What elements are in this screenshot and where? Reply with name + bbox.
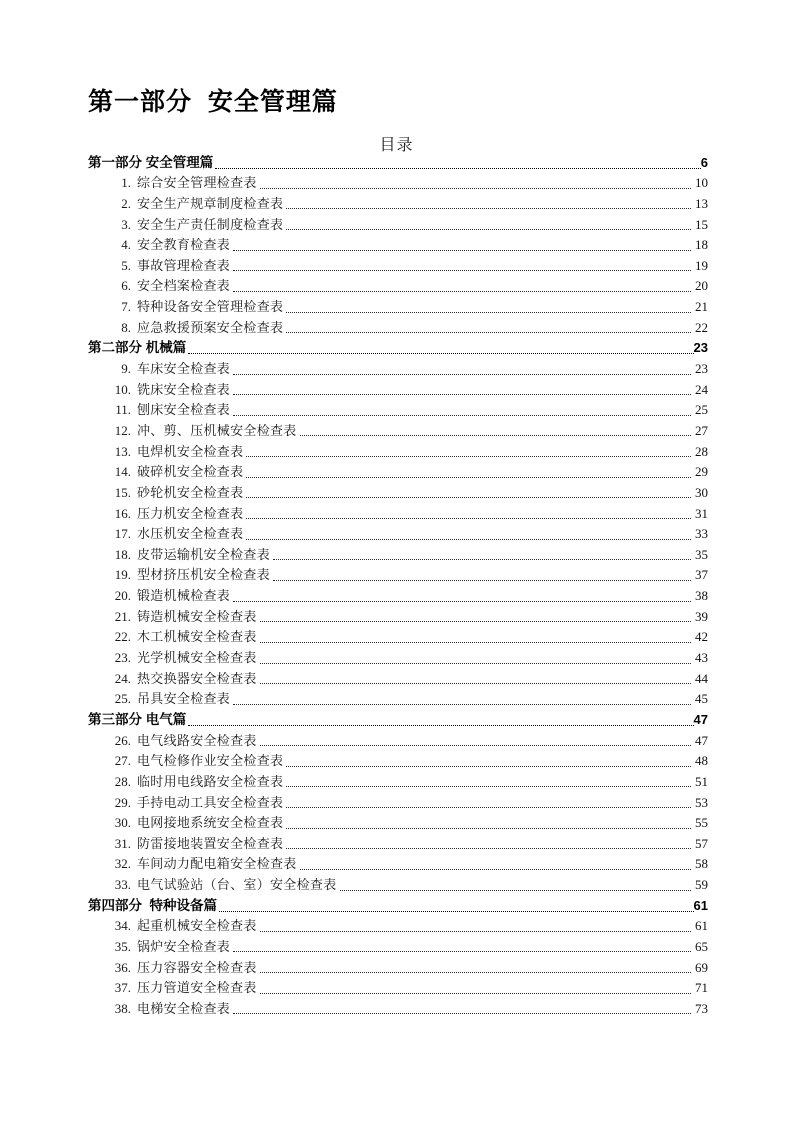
toc-entry-label: 车床安全检查表: [137, 361, 231, 377]
toc-page-number: 38: [695, 588, 708, 604]
dotted-leader: [246, 456, 691, 457]
toc-page-number: 48: [695, 753, 708, 769]
toc-item-row[interactable]: [88, 873, 708, 894]
toc-entry-label: 起重机械安全检查表: [137, 918, 257, 934]
toc-entry-number: 20.: [114, 588, 131, 604]
toc-item-row[interactable]: [88, 254, 708, 275]
toc-item-row[interactable]: [88, 667, 708, 688]
toc-page-number: 22: [695, 319, 708, 335]
dotted-leader: [286, 807, 691, 808]
toc-entry-number: 12.: [114, 422, 131, 438]
toc-page-number: 44: [695, 670, 708, 686]
toc-entry-label: 光学机械安全检查表: [137, 650, 257, 666]
dotted-leader: [340, 890, 691, 891]
toc-entry-label: 铣床安全检查表: [137, 381, 231, 397]
toc-item-row[interactable]: [88, 935, 708, 956]
toc-page-number: 59: [695, 877, 708, 893]
toc-entry-number: 7.: [121, 299, 131, 315]
dotted-leader: [215, 168, 701, 169]
toc-item-row[interactable]: [88, 316, 708, 337]
toc-page-number: 47: [693, 711, 708, 727]
toc-entry-label: 水压机安全检查表: [137, 526, 244, 542]
dotted-leader: [246, 518, 691, 519]
toc-item-row[interactable]: [88, 791, 708, 812]
toc-item-row[interactable]: [88, 584, 708, 605]
toc-entry-label: 砂轮机安全检查表: [137, 484, 244, 500]
dotted-leader: [286, 848, 691, 849]
dotted-leader: [286, 766, 691, 767]
toc-entry-number: 26.: [114, 732, 131, 748]
toc-entry-number: 18.: [114, 546, 131, 562]
toc-page-number: 33: [695, 526, 708, 542]
toc-page-number: 51: [695, 773, 708, 789]
dotted-leader: [246, 539, 691, 540]
dotted-leader: [188, 725, 693, 726]
toc-item-row[interactable]: [88, 770, 708, 791]
toc-entry-number: 14.: [114, 464, 131, 480]
toc-page-number: 28: [695, 443, 708, 459]
toc-page-number: 13: [695, 195, 708, 211]
toc-entry-label: 防雷接地装置安全检查表: [137, 835, 284, 851]
toc-page-number: 29: [695, 464, 708, 480]
toc-entry-label: 电焊机安全检查表: [137, 443, 244, 459]
toc-item-row[interactable]: [88, 605, 708, 626]
toc-page-number: 58: [695, 856, 708, 872]
toc-page-number: 27: [695, 422, 708, 438]
toc-entry-label: 安全生产规章制度检查表: [137, 195, 284, 211]
toc-entry-label: 特种设备安全管理检查表: [137, 299, 284, 315]
toc-item-row[interactable]: [88, 915, 708, 936]
dotted-leader: [246, 477, 691, 478]
toc-item-row[interactable]: [88, 977, 708, 998]
toc-entry-label: 第三部分 电气篇: [88, 711, 187, 727]
dotted-leader: [286, 208, 691, 209]
toc-page-number: 19: [695, 257, 708, 273]
dotted-leader: [300, 435, 691, 436]
dotted-leader: [286, 786, 691, 787]
toc-entry-label: 安全生产责任制度检查表: [137, 216, 284, 232]
toc-item-row[interactable]: [88, 523, 708, 544]
toc-item-row[interactable]: [88, 192, 708, 213]
toc-entry-number: 23.: [114, 650, 131, 666]
toc-entry-number: 34.: [114, 918, 131, 934]
toc-page-number: 65: [695, 938, 708, 954]
toc-entry-number: 16.: [114, 505, 131, 521]
dotted-leader: [286, 828, 691, 829]
toc-item-row[interactable]: [88, 502, 708, 523]
toc-entry-number: 10.: [114, 381, 131, 397]
toc-entry-number: 5.: [121, 257, 131, 273]
toc-list: [88, 151, 708, 1018]
toc-item-row[interactable]: [88, 832, 708, 853]
dotted-leader: [233, 1013, 691, 1014]
toc-entry-label: 第四部分 特种设备篇: [88, 897, 218, 913]
toc-section-row[interactable]: [88, 708, 708, 729]
toc-page-number: 15: [695, 216, 708, 232]
toc-page-number: 61: [693, 897, 708, 913]
toc-entry-number: 32.: [114, 856, 131, 872]
toc-entry-label: 综合安全管理检查表: [137, 175, 257, 191]
toc-entry-label: 应急救援预案安全检查表: [137, 319, 284, 335]
toc-entry-label: 锻造机械检查表: [137, 588, 231, 604]
dotted-leader: [233, 270, 691, 271]
toc-page-number: 57: [695, 835, 708, 851]
toc-entry-label: 第一部分 安全管理篇: [88, 154, 214, 170]
toc-entry-label: 吊具安全检查表: [137, 691, 231, 707]
toc-item-row[interactable]: [88, 481, 708, 502]
toc-entry-number: 29.: [114, 794, 131, 810]
toc-item-row[interactable]: [88, 399, 708, 420]
toc-entry-label: 压力容器安全检查表: [137, 959, 257, 975]
toc-entry-number: 3.: [121, 216, 131, 232]
toc-entry-number: 38.: [114, 1000, 131, 1016]
toc-page-number: 39: [695, 608, 708, 624]
toc-item-row[interactable]: [88, 213, 708, 234]
toc-entry-label: 刨床安全检查表: [137, 402, 231, 418]
toc-page-number: 10: [695, 175, 708, 191]
toc-entry-label: 电网接地系统安全检查表: [137, 815, 284, 831]
toc-page-number: 25: [695, 402, 708, 418]
toc-entry-number: 9.: [121, 361, 131, 377]
toc-entry-number: 31.: [114, 835, 131, 851]
toc-entry-number: 25.: [114, 691, 131, 707]
toc-item-row[interactable]: [88, 461, 708, 482]
toc-entry-label: 车间动力配电箱安全检查表: [137, 856, 297, 872]
toc-page-number: 53: [695, 794, 708, 810]
toc-entry-label: 电气试验站（台、室）安全检查表: [137, 877, 337, 893]
toc-item-row[interactable]: [88, 646, 708, 667]
dotted-leader: [233, 601, 691, 602]
toc-entry-number: 30.: [114, 815, 131, 831]
toc-item-row[interactable]: [88, 419, 708, 440]
toc-page-number: 6: [700, 154, 708, 170]
toc-entry-label: 事故管理检查表: [137, 257, 231, 273]
toc-entry-number: 11.: [115, 402, 131, 418]
toc-item-row[interactable]: [88, 956, 708, 977]
toc-item-row[interactable]: [88, 750, 708, 771]
toc-page-number: 42: [695, 629, 708, 645]
toc-item-row[interactable]: [88, 543, 708, 564]
toc-page-number: 35: [695, 546, 708, 562]
toc-page-number: 61: [695, 918, 708, 934]
dotted-leader: [286, 312, 691, 313]
dotted-leader: [233, 250, 691, 251]
toc-item-row[interactable]: [88, 853, 708, 874]
dotted-leader: [233, 951, 691, 952]
toc-entry-label: 木工机械安全检查表: [137, 629, 257, 645]
toc-entry-number: 2.: [121, 195, 131, 211]
toc-entry-label: 锅炉安全检查表: [137, 938, 231, 954]
dotted-leader: [260, 931, 691, 932]
toc-entry-number: 4.: [121, 237, 131, 253]
toc-section-row[interactable]: [88, 894, 708, 915]
dotted-leader: [286, 229, 691, 230]
dotted-leader: [260, 188, 691, 189]
dotted-leader: [260, 642, 691, 643]
toc-page-number: 71: [695, 980, 708, 996]
toc-entry-number: 27.: [114, 753, 131, 769]
toc-entry-number: 19.: [114, 567, 131, 583]
dotted-leader: [188, 353, 693, 354]
toc-page-number: 73: [695, 1000, 708, 1016]
toc-page-number: 20: [695, 278, 708, 294]
toc-entry-number: 6.: [121, 278, 131, 294]
toc-heading: 目录: [379, 137, 414, 154]
toc-page-number: 18: [695, 237, 708, 253]
toc-entry-number: 13.: [114, 443, 131, 459]
toc-entry-number: 22.: [114, 629, 131, 645]
dotted-leader: [233, 394, 691, 395]
toc-item-row[interactable]: [88, 234, 708, 255]
document-title: 第一部分 安全管理篇: [88, 88, 338, 116]
toc-entry-label: 手持电动工具安全检查表: [137, 794, 284, 810]
dotted-leader: [273, 559, 691, 560]
dotted-leader: [246, 497, 691, 498]
dotted-leader: [260, 745, 691, 746]
dotted-leader: [233, 374, 691, 375]
toc-entry-label: 电梯安全检查表: [137, 1000, 231, 1016]
toc-entry-label: 皮带运输机安全检查表: [137, 546, 271, 562]
toc-page-number: 55: [695, 815, 708, 831]
toc-item-row[interactable]: [88, 295, 708, 316]
toc-item-row[interactable]: [88, 729, 708, 750]
toc-page-number: 23: [693, 340, 708, 356]
dotted-leader: [260, 621, 691, 622]
toc-entry-label: 压力管道安全检查表: [137, 980, 257, 996]
toc-entry-label: 临时用电线路安全检查表: [137, 773, 284, 789]
dotted-leader: [233, 291, 691, 292]
dotted-leader: [286, 332, 691, 333]
toc-item-row[interactable]: [88, 357, 708, 378]
toc-page-number: 31: [695, 505, 708, 521]
toc-entry-number: 35.: [114, 938, 131, 954]
toc-entry-label: 冲、剪、压机械安全检查表: [137, 422, 297, 438]
toc-entry-label: 安全教育检查表: [137, 237, 231, 253]
toc-item-row[interactable]: [88, 564, 708, 585]
toc-entry-number: 17.: [114, 526, 131, 542]
toc-item-row[interactable]: [88, 688, 708, 709]
toc-entry-number: 21.: [114, 608, 131, 624]
toc-item-row[interactable]: [88, 378, 708, 399]
toc-entry-label: 电气检修作业安全检查表: [137, 753, 284, 769]
toc-entry-number: 36.: [114, 959, 131, 975]
toc-item-row[interactable]: [88, 275, 708, 296]
dotted-leader: [260, 993, 691, 994]
toc-page-number: 21: [695, 299, 708, 315]
toc-entry-number: 33.: [114, 877, 131, 893]
toc-entry-number: 37.: [114, 980, 131, 996]
toc-entry-label: 电气线路安全检查表: [137, 732, 257, 748]
toc-entry-label: 破碎机安全检查表: [137, 464, 244, 480]
toc-entry-number: 8.: [121, 319, 131, 335]
dotted-leader: [260, 683, 691, 684]
toc-entry-label: 铸造机械安全检查表: [137, 608, 257, 624]
toc-entry-number: 24.: [114, 670, 131, 686]
toc-page-number: 24: [695, 381, 708, 397]
dotted-leader: [219, 911, 694, 912]
toc-page-number: 47: [695, 732, 708, 748]
toc-page-number: 43: [695, 650, 708, 666]
toc-entry-label: 安全档案检查表: [137, 278, 231, 294]
dotted-leader: [300, 869, 691, 870]
toc-entry-number: 15.: [114, 484, 131, 500]
dotted-leader: [233, 415, 691, 416]
toc-item-row[interactable]: [88, 812, 708, 833]
toc-page-number: 45: [695, 691, 708, 707]
toc-page-number: 23: [695, 361, 708, 377]
toc-page-number: 37: [695, 567, 708, 583]
toc-item-row[interactable]: [88, 626, 708, 647]
toc-entry-label: 压力机安全检查表: [137, 505, 244, 521]
dotted-leader: [233, 704, 691, 705]
toc-item-row[interactable]: [88, 997, 708, 1018]
toc-section-row[interactable]: [88, 151, 708, 172]
toc-item-row[interactable]: [88, 172, 708, 193]
toc-entry-label: 热交换器安全检查表: [137, 670, 257, 686]
toc-page-number: 30: [695, 484, 708, 500]
toc-item-row[interactable]: [88, 440, 708, 461]
toc-page-number: 69: [695, 959, 708, 975]
toc-entry-number: 28.: [114, 773, 131, 789]
toc-entry-label: 型材挤压机安全检查表: [137, 567, 271, 583]
toc-section-row[interactable]: [88, 337, 708, 358]
dotted-leader: [260, 663, 691, 664]
toc-entry-number: 1.: [121, 175, 131, 191]
dotted-leader: [273, 580, 691, 581]
toc-entry-label: 第二部分 机械篇: [88, 340, 187, 356]
dotted-leader: [260, 972, 691, 973]
